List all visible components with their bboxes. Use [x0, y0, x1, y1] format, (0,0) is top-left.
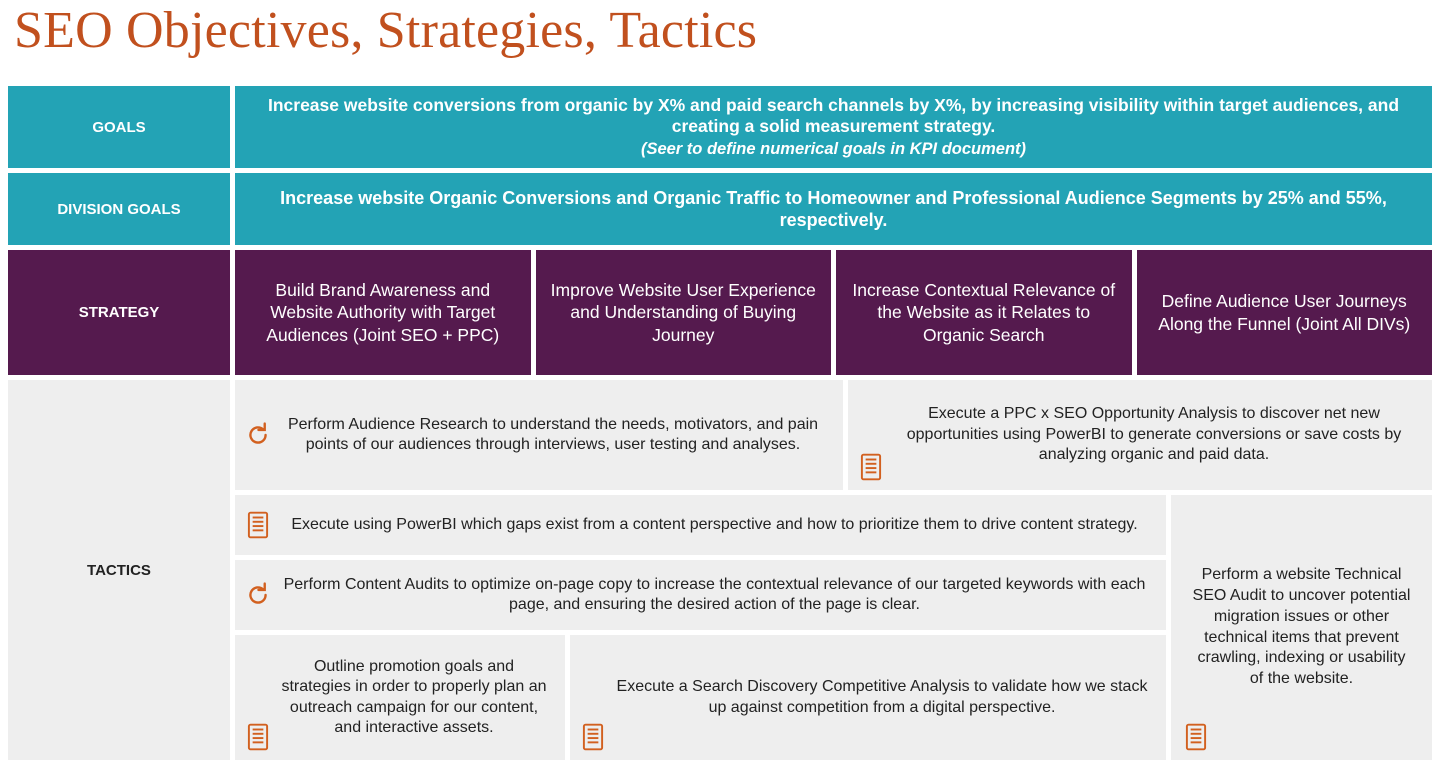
goals-label: GOALS — [8, 86, 230, 168]
strategy-cell-2: Improve Website User Experience and Understanding of Buying Journey — [536, 250, 832, 375]
matrix-grid — [8, 86, 1432, 765]
tactics-stack-row-1 — [235, 495, 1166, 555]
goals-subtext: (Seer to define numerical goals in KPI document) — [640, 140, 1027, 159]
goals-content — [235, 86, 1432, 168]
tactic-card-ppc-seo-opportunity — [848, 380, 1432, 490]
page-title: SEO Objectives, Strategies, Tactics — [14, 2, 758, 59]
goals-row — [8, 86, 1432, 168]
strategy-cell-4: Define Audience User Journeys Along the Funnel (Joint All DIVs) — [1137, 250, 1433, 375]
tactics-label: TACTICS — [8, 380, 230, 760]
tactic-card-search-discovery — [570, 635, 1166, 760]
tactic-text: Outline promotion goals and strategies in order to properly plan an outreach campaign for our content, and interactive assets. — [281, 657, 547, 736]
tactic-card-content-audits — [235, 560, 1166, 630]
division-goals-text: Increase website Organic Conversions and Organic Traffic to Homeowner and Professional Audience Segments by 25% and 55%, respectively. — [280, 187, 1387, 230]
tactics-stack-row-2 — [235, 560, 1166, 630]
tactics-stack-row-3 — [235, 635, 1166, 760]
refresh-icon — [245, 580, 271, 610]
document-icon — [858, 452, 884, 482]
document-icon — [245, 722, 271, 752]
tactics-row — [8, 380, 1432, 760]
strategy-cell-3: Increase Contextual Relevance of the Website as it Relates to Organic Search — [836, 250, 1132, 375]
tactic-card-technical-seo-audit — [1171, 495, 1432, 760]
tactic-card-audience-research — [235, 380, 843, 490]
division-goals-label: DIVISION GOALS — [8, 173, 230, 245]
tactic-card-promotion-goals — [235, 635, 565, 760]
division-goals-content — [235, 173, 1432, 245]
tactic-text: Execute using PowerBI which gaps exist from a content perspective and how to prioritize them to drive content strategy. — [291, 515, 1138, 533]
refresh-icon — [245, 420, 271, 450]
tactics-row-bottom — [235, 495, 1432, 760]
strategy-cell-1: Build Brand Awareness and Website Authority with Target Audiences (Joint SEO + PPC) — [235, 250, 531, 375]
tactic-text: Execute a Search Discovery Competitive Analysis to validate how we stack up against competition from a digital perspective. — [616, 678, 1148, 716]
tactic-text: Perform Audience Research to understand the needs, motivators, and pain points of our audiences through interviews, user testing and analyses. — [287, 415, 819, 453]
tactic-text: Perform Content Audits to optimize on-page copy to increase the contextual relevance of our targeted keywords with each page, and ensuring the desired action of the page is clear. — [283, 575, 1146, 613]
strategy-label: STRATEGY — [8, 250, 230, 375]
division-goals-row — [8, 173, 1432, 245]
tactics-row-top — [235, 380, 1432, 490]
strategy-row — [8, 250, 1432, 375]
tactic-card-powerbi-gaps — [235, 495, 1166, 555]
document-icon — [245, 510, 271, 540]
strategy-cells — [235, 250, 1432, 375]
tactic-text: Perform a website Technical SEO Audit to uncover potential migration issues or other technical items that prevent crawling, indexing or usability of the website. — [1192, 566, 1411, 688]
document-icon — [580, 722, 606, 752]
goals-text: Increase website conversions from organic by X% and paid search channels by X%, by increasing visibility within target audiences, and creating a solid measurement strategy. — [267, 94, 1400, 136]
tactic-text: Execute a PPC x SEO Opportunity Analysis to discover net new opportunities using PowerBI to generate conversions or save costs by analyzing organic and paid data. — [906, 405, 1402, 464]
tactics-area — [235, 380, 1432, 760]
tactics-left-stack — [235, 495, 1166, 760]
document-icon — [1183, 722, 1209, 752]
